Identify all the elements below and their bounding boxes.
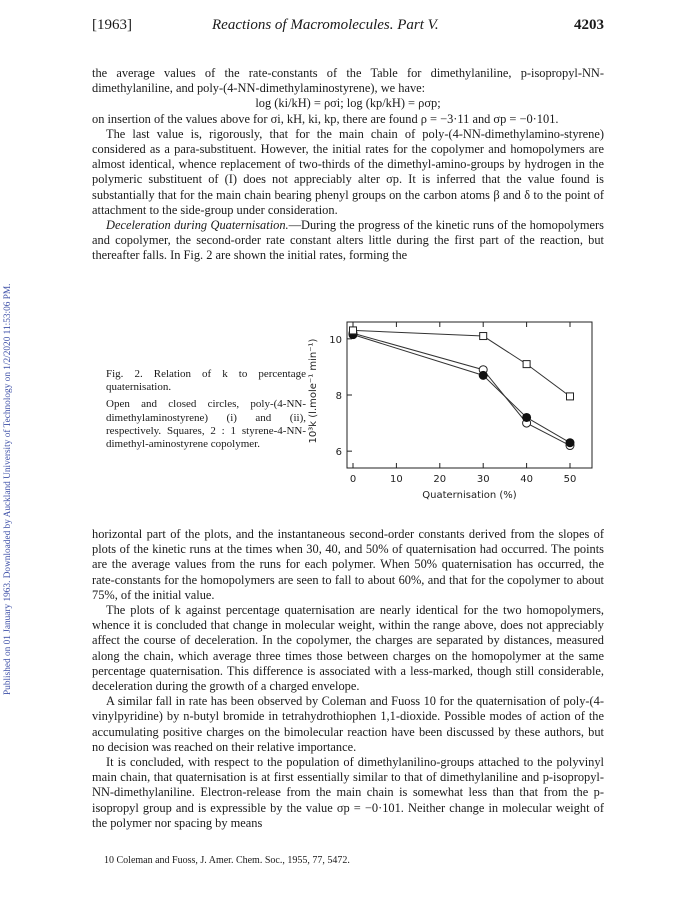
y-axis-label: 10³k (l.mole⁻¹ min⁻¹) bbox=[308, 338, 319, 444]
chart-svg bbox=[302, 316, 612, 521]
paragraph: horizontal part of the plots, and the instantaneous second-order constants derived from the slopes of plots of the kinetic runs at the times when 30, 40, and 50% of quaternisation had occurred. The points are the average values from the runs for each polymer. When 50% quaternisation has occurred, the rate-constants for the homopolymers are seen to fall to about 60%, and that for the copolymer to about 75%, of the initial value. bbox=[92, 527, 604, 602]
download-note-text: Published on 01 January 1963. Downloaded by Auckland University of Technology on 1/2/2020 11:53:06 PM. bbox=[3, 283, 13, 695]
y-tick-label: 6 bbox=[335, 447, 342, 459]
paragraph: on insertion of the values above for σi, kH, ki, kp, there are found ρ = −3·11 and σp = −0·101. bbox=[92, 111, 559, 126]
data-point-closed-circle bbox=[479, 371, 487, 379]
section-heading: Deceleration during Quaternisation. bbox=[106, 218, 289, 233]
footnote: 10 Coleman and Fuoss, J. Amer. Chem. Soc., 1955, 77, 5472. bbox=[104, 855, 350, 866]
page-number: 4203 bbox=[574, 17, 604, 33]
figure-caption-body: Open and closed circles, poly-(4-NN-dimethylaminostyrene) (i) and (ii), respectively. Squares, 2 : 1 styrene-4-NN-dimethyl-aminostyrene copolymer. bbox=[106, 398, 306, 451]
paragraph: It is concluded, with respect to the population of dimethylanilino-groups attached to the polyvinyl main chain, that quaternisation is at first essentially similar to that of dimethylaniline and p-isopropyl-NN-dimethylaniline. Electron-release from the main chain is somewhat less than that from the p-isopropyl group and is expressible by the value σp = −0·101. Neither change in molecular weight of the polymer nor spacing by means bbox=[92, 755, 604, 830]
series-line bbox=[353, 335, 570, 443]
lower-body bbox=[92, 527, 604, 831]
y-tick-label: 8 bbox=[335, 391, 342, 402]
paragraph: A similar fall in rate has been observed by Coleman and Fuoss 10 for the quaternisation of poly-(4-vinylpyridine) by n-butyl bromide in tetrahydrothiophen 1,1-dioxide. Possible modes of action of the accumulating positive charges on the bimolecular reaction have been discussed by these authors, but no decision was reached on their relative importance. bbox=[92, 694, 604, 754]
download-note bbox=[3, 95, 15, 795]
series-line bbox=[353, 333, 570, 445]
header-year: [1963] bbox=[92, 17, 132, 33]
data-point-square bbox=[350, 327, 357, 334]
header-title: Reactions of Macromolecules. Part V. bbox=[212, 17, 439, 33]
paragraph: The plots of k against percentage quaternisation are nearly identical for the two homopolymers, whence it is concluded that change in molecular weight, within the range above, does not appreciably affect the course of deceleration. In the copolymer, the charges are separated by distances, measured along the chain, which average three times those between charges on the homopolymer at the same percentage quaternisation. This difference is associated with a less-marked, though still considerable, deceleration during the growth of a charged envelope. bbox=[92, 603, 604, 694]
data-point-closed-circle bbox=[523, 413, 531, 421]
data-point-square bbox=[567, 393, 574, 400]
figure-caption bbox=[106, 368, 306, 455]
x-tick-label: 30 bbox=[476, 474, 490, 485]
paragraph: the average values of the rate-constants of the Table for dimethylaniline, p-isopropyl-NN-dimethylaniline, and poly-(4-NN-dimethylaminostyrene), we have: bbox=[92, 66, 604, 96]
figure-caption-title: Fig. 2. Relation of k to percentage quaternisation. bbox=[106, 368, 306, 394]
x-tick-label: 0 bbox=[349, 474, 357, 485]
x-axis-label: Quaternisation (%) bbox=[422, 490, 517, 501]
data-point-square bbox=[523, 361, 530, 368]
x-tick-label: 40 bbox=[520, 474, 533, 485]
x-tick-label: 10 bbox=[390, 474, 403, 485]
paragraph-text: —During the progress of the kinetic runs of the homopolymers and copolymer, the second-order rate constant alters little during the first part of the reaction, but thereafter falls. In Fig. 2 are shown the initial rates, forming the bbox=[92, 218, 604, 263]
data-point-square bbox=[480, 333, 487, 340]
paragraph bbox=[92, 218, 604, 264]
x-tick-label: 20 bbox=[433, 474, 447, 485]
figure-2-chart bbox=[302, 316, 612, 521]
paragraph: The last value is, rigorously, that for the main chain of poly-(4-NN-dimethylamino-styrene) considered as a para-substituent. However, the initial rates for the copolymer and homopolymers are almost identical, whence replacement of two-thirds of the dimethyl-amino-groups by hydrogen in the polymeric substituent of (I) does not appreciably alter σp. It is inferred that the value found is substantially that for the main chain bearing phenyl groups on the carbon atoms β and δ to the point of attachment to the side-group under consideration. bbox=[92, 126, 604, 217]
x-tick-label: 50 bbox=[563, 474, 577, 485]
data-point-closed-circle bbox=[566, 439, 574, 447]
y-tick-label: 10 bbox=[329, 334, 342, 346]
equation: log (ki/kH) = ρσi; log (kp/kH) = ρσp; bbox=[255, 96, 441, 111]
page-header bbox=[92, 17, 604, 37]
upper-body bbox=[92, 66, 604, 264]
